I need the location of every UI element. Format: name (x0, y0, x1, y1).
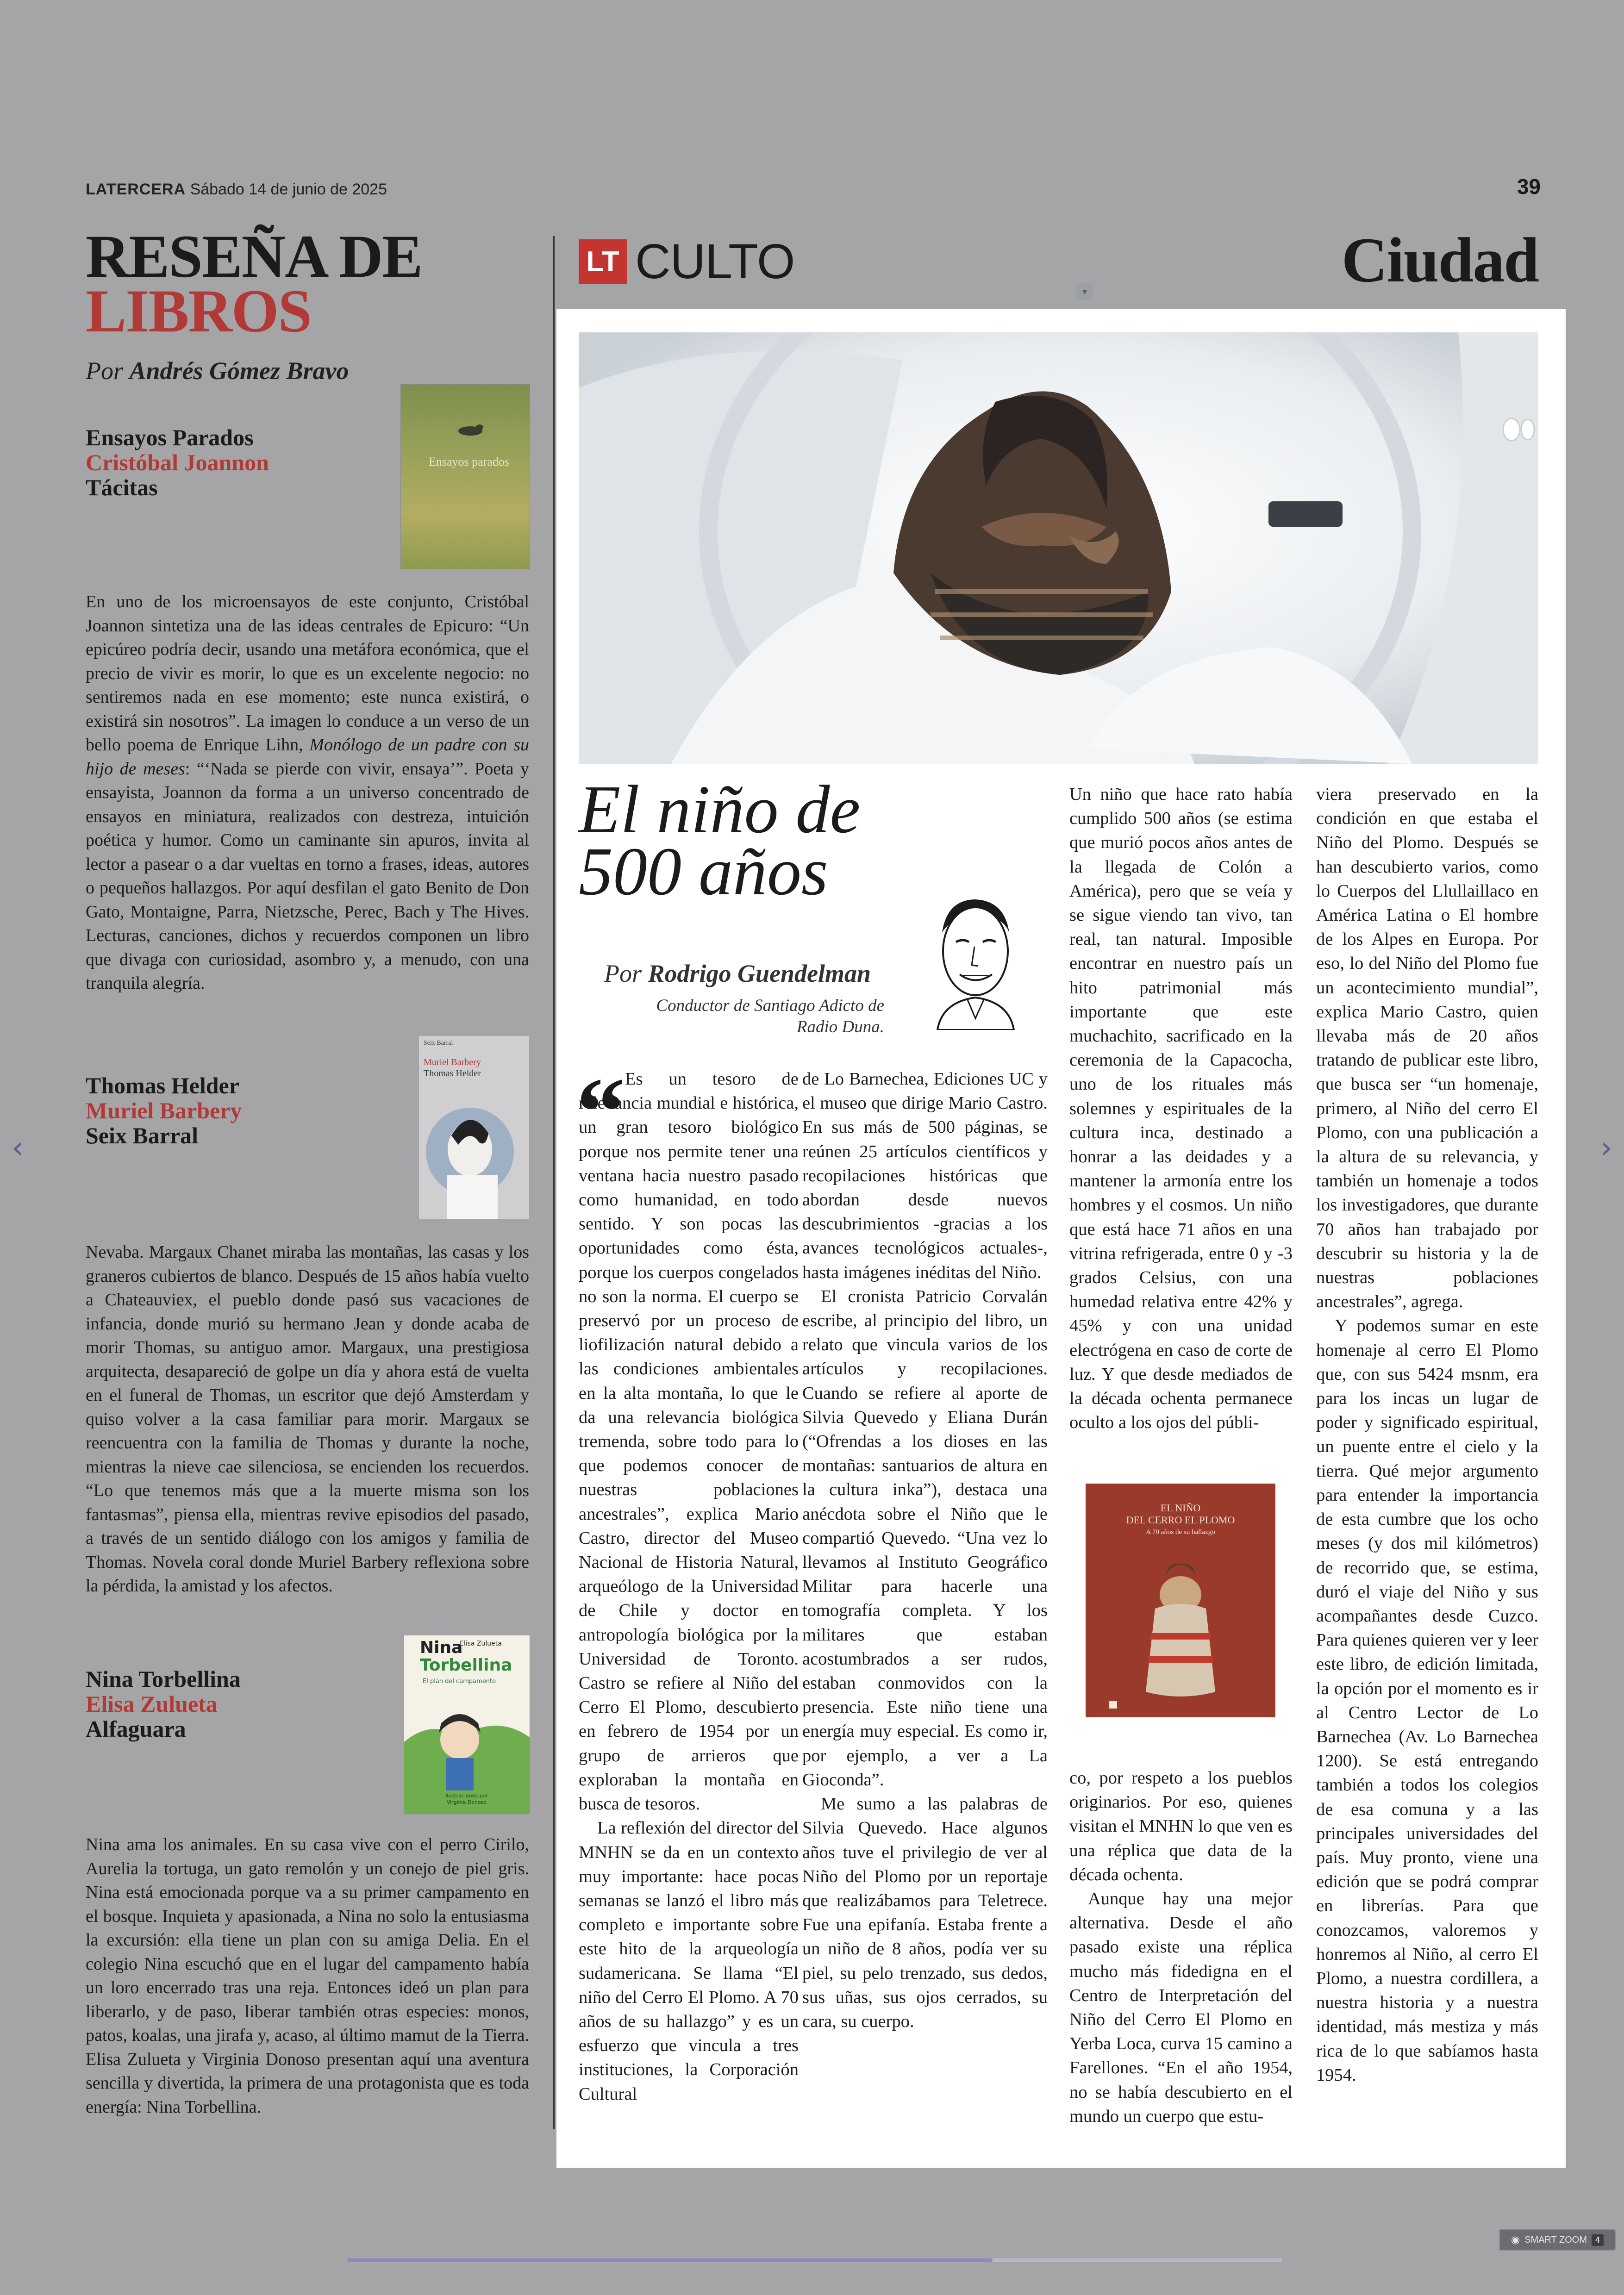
article-column-1 (579, 1067, 799, 2106)
issue-date: Sábado 14 de junio de 2025 (190, 181, 387, 198)
lt-culto-logo (579, 234, 795, 289)
chevron-down-icon[interactable]: ▾ (1076, 283, 1093, 300)
article-headline (579, 772, 861, 910)
book-1-author: Cristóbal Joannon (86, 449, 269, 475)
book-3-cover-subtitle: El plan del campamento (423, 1678, 496, 1685)
newspaper-brand: LATERCERA (86, 181, 186, 198)
book-3-cover-title-a: Nina (420, 1638, 463, 1657)
byline-author: Andrés Gómez Bravo (129, 357, 349, 385)
book-1-cover-title: Ensayos parados (429, 455, 510, 468)
col1-para-1: Es un tesoro de relevancia mundial e histórica, un gran tesoro biológico porque nos permite tener una ventana hacia nuestro pasado como humanidad, en todo sentido. Y son pocas las oportunidades como ésta, porque los cuerpos congelados no son la norma. El cuerpo se preservó por un proceso de liofilización natural debido a las condiciones ambientales en la alta montaña, lo que le da una relevancia biológica tremenda, sobre todo para lo que podemos conocer de nuestras poblaciones ancestrales”, explica Mario Castro, director del Museo Nacional de Historia Natural, arqueólogo de la Universidad de Chile y doctor en antropología biológica por la Universidad de Toronto. Castro se refiere al Niño del Cerro El Plomo, descubierto en febrero de 1954 por un grupo de arrieros que exploraban la montaña en busca de tesoros. (579, 1069, 799, 1814)
book-1-review: En uno de los microensayos de este conjunto, Cristóbal Joannon sintetiza una de las ideas centrales de Epicuro: “Un epicúreo podría decir, usando una metáfora económica, que el precio de vivir es morir, lo que es un excelente negocio: no sentiremos nada en ese momento; este nunca existirá, o existirá sin nosotros”. La imagen lo conduce a un verso de un bello poema de Enrique Lihn, Monólogo de un padre con su hijo de meses: “‘Nada se pierde con vivir, ensaya’”. Poeta y ensayista, Joannon da forma a un universo concentrado de ensayos en miniatura, realizados con destreza, intuición poética y humor. Como un caminante sin apuros, invita al lector a pasear o a dar vueltas en torno a frases, ideas, autores o pequeños hallazgos. Por aquí desfilan el gato Benito de Don Gato, Montaigne, Parra, Nietzsche, Perec, Bach y The Hives. Lecturas, canciones, dichos y recuerdos componen un libro que divaga con curiosidad, asombro y, a menudo, con una tranquila alegría. (86, 592, 530, 993)
book-2-cover-title: Thomas Helder (424, 1068, 481, 1079)
book-3-meta (86, 1666, 382, 1741)
book-3-cover-illustrator: Ilustraciones por Virginia Donoso (445, 1793, 488, 1805)
article-column-2 (802, 1067, 1048, 2033)
book-1-publisher: Tácitas (86, 474, 158, 500)
book-3-cover-title-b: Torbellina (420, 1656, 512, 1675)
book-3-review: Nina ama los animales. En su casa vive con el perro Cirilo, Aurelia la tortuga, un gato remolón y un conejo de piel gris. Nina está emocionada porque va a su primer campamento en el bosque. Inquieta y apasionada, a Nina no solo la entusiasma la excursión: ella tiene un plan con su amiga Delia. En el colegio Nina escuchó que en el lugar del campamento había un loro encerrado tras una reja. Entonces ideó un plan para liberarlo, y de paso, liberar también otras especies: monos, patos, koalas, una jirafa y, acaso, al último mamut de la Tierra. Elisa Zulueta y Virginia Donoso presentan aquí una aventura sencilla y divertida, la primera de una protagonista que es toda energía: Nina Torbellina. (86, 1835, 529, 2117)
book-1-cover (400, 384, 530, 569)
lt-logo-word: CULTO (635, 234, 795, 289)
col3-para-3: Aunque hay una mejor alternativa. Desde el año pasado existe una réplica mucho más fidedigna en el Centro de Interpretación del Niño del Cerro El Plomo en Yerba Loca, curva 15 camino a Farellones. “En el año 1954, no se había descubierto en el mundo un cuerpo que estu- (1069, 1889, 1293, 2126)
headline-line1: El niño de (579, 772, 861, 848)
book-2-cover-art (419, 1036, 529, 1219)
book-2-author: Muriel Barbery (86, 1098, 242, 1123)
ct-scanner-illustration (579, 332, 1538, 764)
book-2-review: Nevaba. Margaux Chanet miraba las montañas, las casas y los graneros cubiertos de blanco. Después de 15 años había vuelto a Chateauviex, el pueblo donde pasó sus vacaciones de infancia, donde murió su hermano Jean y donde acaba de morir Thomas, su antiguo amor. Margaux, una prestigiosa arquitecta, desapareció de golpe un día y ahora está de vuelta en el funeral de Thomas, un escritor que dejó Amsterdam y quiso volver a la casa familiar para morir. Margaux se reencuentra con la familia de Thomas y durante la noche, mientras la nieve cae silenciosa, se encienden los recuerdos. “Lo que tenemos más que a la muerte misma son los fantasmas”, piensa ella, mientras revive episodios del pasado, a través de un sentido diálogo con los amigos y familia de Thomas. Novela coral donde Muriel Barbery reflexiona sobre la pérdida, la amistad y los afectos. (86, 1242, 529, 1596)
headline-line2: 500 años (579, 834, 828, 910)
page-number: 39 (1517, 175, 1541, 199)
article-author-role: Conductor de Santiago Adicto de Radio Duna. (656, 996, 884, 1036)
article-book-cover-art (1086, 1484, 1275, 1717)
reviews-title-line2: LIBROS (86, 277, 311, 345)
cover-line1: EL NIÑO (1160, 1502, 1201, 1514)
smart-zoom-button[interactable] (1499, 2229, 1616, 2251)
cover-line2: DEL CERRO EL PLOMO (1126, 1514, 1235, 1526)
smart-zoom-label: SMART ZOOM (1524, 2234, 1587, 2245)
article-book-cover (1086, 1484, 1275, 1717)
col2-para-1: de Lo Barnechea, Ediciones UC y el museo que dirige Mario Castro. En sus más de 500 páginas, se reúnen 25 artículos científicos y recopilaciones históricas que abordan desde nuevos descubrimientos -gracias a los avances tecnológicos actuales-, hasta imágenes inéditas del Niño. (802, 1069, 1048, 1282)
article-byline-author: Rodrigo Guendelman (648, 960, 871, 987)
page-scrollbar-thumb[interactable] (347, 2258, 993, 2262)
column-divider (553, 236, 555, 2129)
cover-line3: A 70 años de su hallazgo (1146, 1528, 1215, 1536)
col4-para-2: Y podemos sumar en este homenaje al cerro El Plomo que, con sus 5424 msnm, era para los incas un lugar de poder y significado espiritual, un puente entre el cielo y la tierra. Qué mejor argumento para entender la importancia de esta cumbre que los ocho meses (y dos mil kilómetros) de recorrido que, se estima, duró el viaje del Niño y sus acompañantes desde Cuzco. Para quienes quieren ver y leer este libro, de edición limitada, la opción por el momento es ir al Centro Lector de Lo Barnechea (Av. Lo Barnechea 1200). Se está entregando también a todos los colegios de esa comuna y a las principales universidades del país. Muy pronto, viene una edición que se podrá comprar en librerías. Para que conozcamos, valoremos y honremos al Niño, al cerro El Plomo, a nuestra cordillera, a nuestra historia y a nuestra identidad, más mestiza y más rica de lo que sabíamos hasta 1954. (1316, 1316, 1538, 2085)
book-3-cover-art (404, 1635, 530, 1814)
book-1-meta (86, 425, 382, 500)
book-3-cover (404, 1635, 530, 1814)
book-3-cover-author: Elisa Zulueta (460, 1640, 502, 1647)
book-2-meta (86, 1073, 382, 1148)
article-column-3-top (1069, 782, 1293, 1434)
byline-prefix: Por (86, 357, 123, 385)
col2-para-3: Me sumo a las palabras de Silvia Quevedo. Hace algunos años tuve el privilegio de ver al Niño del Plomo por un reportaje que realizábamos para Teletrece. Fue una epifanía. Estaba frente a un niño de 8 años, podía ver su piel, su pelo trenzado, sus dedos, sus uñas, sus ojos cerrados, su cara, su cuerpo. (802, 1794, 1048, 2031)
article-hero-photo (579, 332, 1538, 764)
eye-icon: ◉ (1511, 2234, 1520, 2245)
reviews-title-line1: RESEÑA DE (86, 222, 422, 290)
smart-zoom-count: 4 (1592, 2234, 1604, 2246)
reviews-section-title (86, 222, 529, 345)
section-name: Ciudad (1341, 225, 1538, 295)
quote-mark-icon: “ (576, 1058, 625, 1166)
author-portrait-sketch (924, 891, 1023, 1030)
article-column-3-bottom (1069, 1766, 1293, 2128)
book-1-title: Ensayos Parados (86, 424, 254, 450)
book-3-author: Elisa Zulueta (86, 1691, 218, 1717)
book-2-cover-author: Muriel Barbery (424, 1057, 481, 1067)
prev-page-arrow[interactable]: ‹ (12, 1131, 24, 1165)
book-2-title: Thomas Helder (86, 1073, 239, 1098)
book-1-cover-art (401, 385, 530, 569)
author-portrait (924, 891, 1023, 1030)
col2-para-2: El cronista Patricio Corvalán escribe, al principio del libro, un relato que vincula varios de los artículos y recopilaciones. Cuando se refiere al aporte de Silvia Quevedo y Eliana Durán (“Ofrendas a los dioses en las montañas: santuarios de altura en la cultura inka”), destaca una anécdota sobre el Niño que le compartió Quevedo. “Una vez lo llevamos al Instituto Geográfico Militar para hacerle una tomografía completa. Y los militares que estaban acostumbrados a ser rudos, estaban conmovidos con la presencia. Este niño tiene una energía muy especial. Es como ir, por ejemplo, a ver a La Gioconda”. (802, 1286, 1048, 1790)
article-column-4 (1316, 782, 1538, 2087)
col3-para-1: Un niño que hace rato había cumplido 500 años (se estima que murió pocos años antes de la llegada de Colón a América), pero que se veía y se sigue viendo tan vivo, tan real, tan natural. Imposible encontrar en nuestro país un hito patrimonial más importante que este muchachito, sacrificado en la ceremonia de la Capacocha, uno de los rituales más solemnes y espirituales de la cultura inca, destinado a honrar a las deidades y a mantener la armonía entre los hombres y el cosmos. Un niño que está hace 71 años en una vitrina refrigerada, entre 0 y -3 grados Celsius, con una humedad relativa entre 42% y 45% y con una unidad electrógena en caso de corte de luz. Y que desde mediados de la década ochenta permanece oculto a los ojos del públi- (1069, 785, 1293, 1433)
book-2-cover-imprint: Seix Barral (424, 1040, 453, 1047)
col3-para-2: co, por respeto a los pueblos originarios. Por eso, quienes visitan el MNHN lo que ven es una réplica que data de la década ochenta. (1069, 1768, 1293, 1884)
col1-para-2: La reflexión del director del MNHN se da en un contexto muy importante: hace pocas semanas se lanzó el libro más completo e importante sobre este hito de la arqueología sudamericana. Se llama “El niño del Cerro El Plomo. A 70 años de su hallazgo” y es un esfuerzo que vincula a tres instituciones, la Corporación Cultural (579, 1818, 799, 2104)
article-byline-prefix: Por (604, 960, 642, 987)
book-3-title: Nina Torbellina (86, 1666, 241, 1692)
article-byline (604, 959, 871, 988)
newspaper-header (86, 181, 387, 199)
book-2-cover (419, 1036, 529, 1219)
book-3-publisher: Alfaguara (86, 1716, 186, 1742)
reviews-byline (86, 356, 529, 385)
next-page-arrow[interactable]: › (1600, 1131, 1612, 1165)
book-2-publisher: Seix Barral (86, 1123, 199, 1148)
lt-logo-box: LT (579, 239, 627, 284)
col4-para-1: viera preservado en la condición en que estaba el Niño del Plomo. Después se han descubierto varios, como lo Cuerpos del Llullaillaco en América Latina o El hombre de los Alpes en Europa. Por eso, lo del Niño del Plomo fue un acontecimiento mundial”, explica Mario Castro, quien llevaba más de 20 años tratando de publicar este libro, que busca ser “un homenaje, primero, al Niño del cerro El Plomo, con una publicación a la altura de su relevancia, y también un homenaje a todos los investigadores, que durante 70 años han trabajado por descubrir su historia y la de nuestras poblaciones ancestrales”, agrega. (1316, 785, 1538, 1312)
